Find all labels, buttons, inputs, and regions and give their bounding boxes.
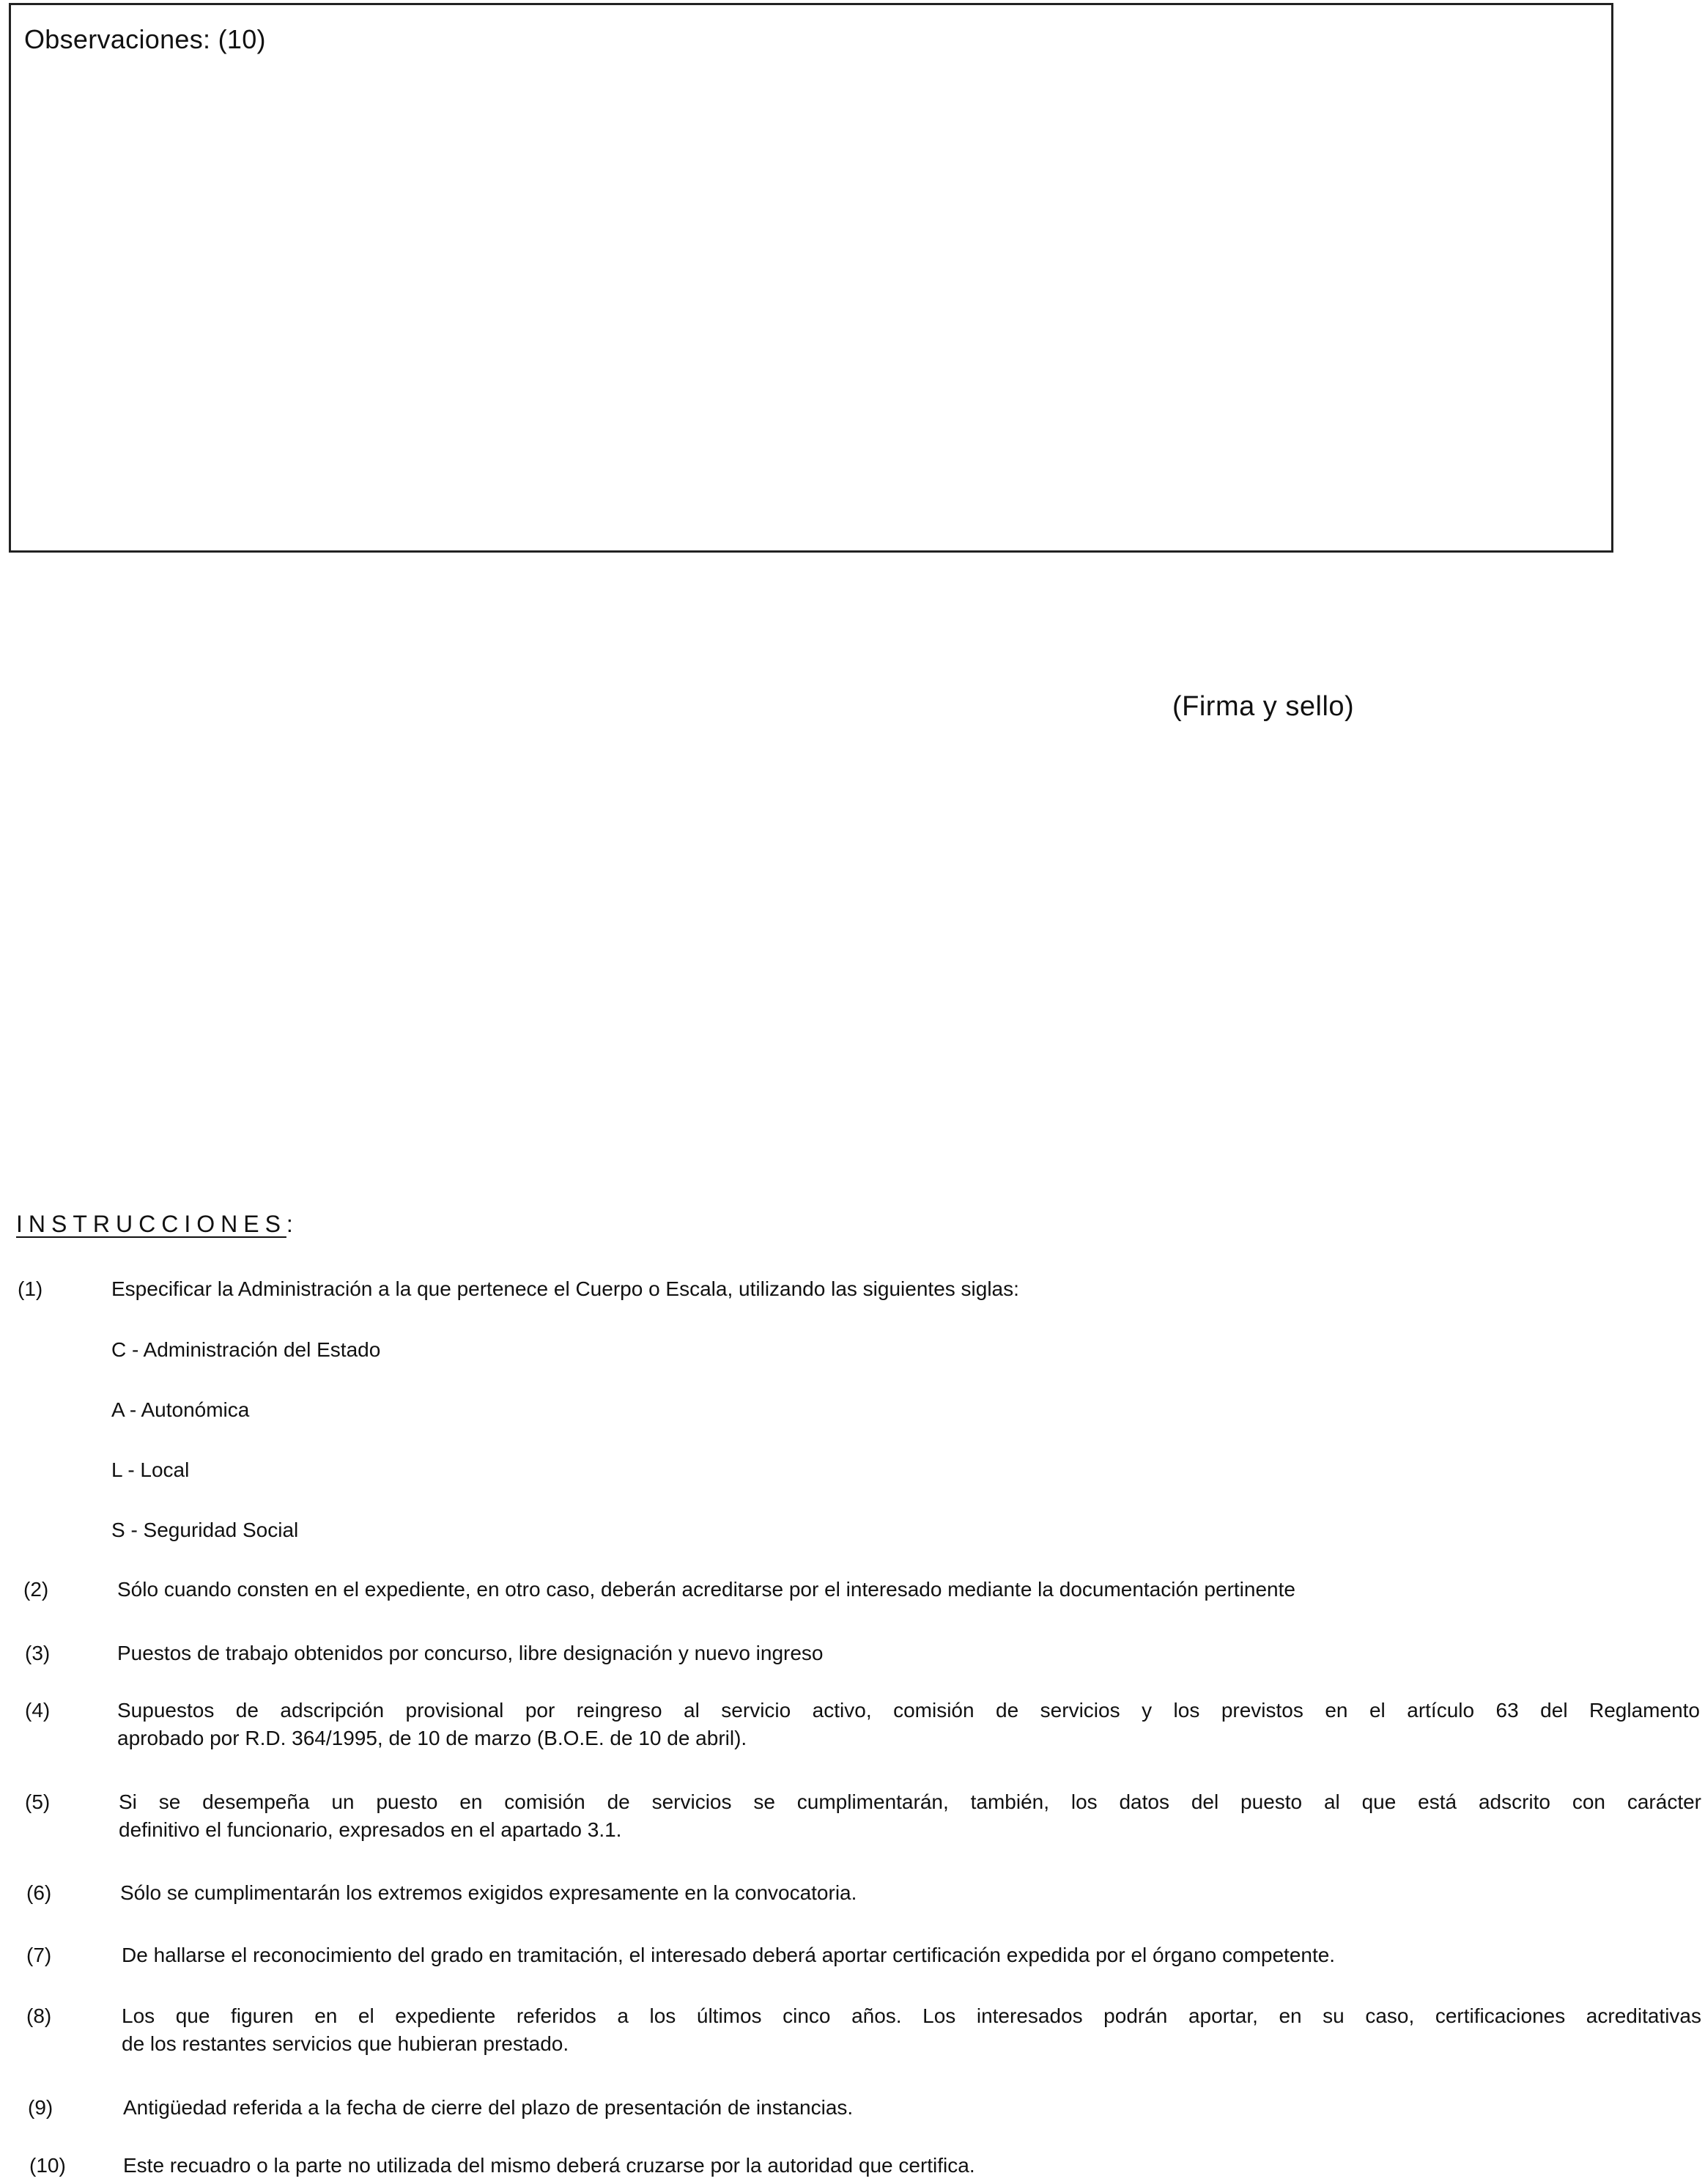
instruction-text-block (117, 1697, 1700, 1752)
instrucciones-title (16, 1211, 299, 1238)
instruction-number: (9) (28, 2096, 53, 2119)
instruction-text-line: de los restantes servicios que hubieran prestado. (122, 2032, 569, 2055)
instruction-number: (8) (26, 2004, 52, 2027)
instruction-number: (6) (26, 1881, 52, 1904)
instruction-number: (1) (18, 1277, 43, 1300)
instruction-text-line: Supuestos de adscripción provisional por reingreso al servicio activo, comisión de servicios y los previstos en el artículo 63 del Reglamento (117, 1699, 1700, 1722)
instruction-text: Este recuadro o la parte no utilizada del mismo deberá cruzarse por la autoridad que certifica. (123, 2154, 975, 2177)
instruction-text: Sólo cuando consten en el expediente, en otro caso, deberán acreditarse por el interesado mediante la documentación pertinente (117, 1578, 1295, 1601)
instruction-number: (5) (25, 1790, 51, 1813)
instruction-text-line: Los que figuren en el expediente referidos a los últimos cinco años. Los interesados podrán aportar, en su caso, certificaciones acreditativas (122, 2004, 1701, 2027)
observaciones-label: Observaciones: (10) (24, 24, 266, 54)
instruction-text: Especificar la Administración a la que pertenece el Cuerpo o Escala, utilizando las siguientes siglas: (111, 1277, 1019, 1300)
instruction-text-line: Si se desempeña un puesto en comisión de servicios se cumplimentarán, también, los datos del puesto al que está adscrito con carácter (119, 1790, 1701, 1813)
sigla-item: C - Administración del Estado (111, 1338, 381, 1361)
instruction-text-block (119, 1788, 1701, 1844)
instrucciones-title-colon: : (286, 1211, 299, 1237)
sigla-item: S - Seguridad Social (111, 1519, 299, 1541)
instruction-number: (4) (25, 1699, 51, 1722)
instruction-number: (3) (25, 1642, 51, 1664)
instruction-text-line: definitivo el funcionario, expresados en el apartado 3.1. (119, 1818, 622, 1841)
instruction-number: (2) (23, 1578, 49, 1601)
instruction-number: (10) (29, 2154, 66, 2177)
observaciones-box (9, 3, 1613, 553)
instrucciones-title-text: INSTRUCCIONES (16, 1211, 286, 1237)
instruction-text: De hallarse el reconocimiento del grado en tramitación, el interesado deberá aportar certificación expedida por el órgano competente. (122, 1944, 1336, 1966)
sigla-item: A - Autonómica (111, 1398, 250, 1421)
instruction-text: Sólo se cumplimentarán los extremos exigidos expresamente en la convocatoria. (120, 1881, 857, 1904)
instruction-text-block (122, 2002, 1701, 2058)
instruction-text-line: aprobado por R.D. 364/1995, de 10 de marzo (B.O.E. de 10 de abril). (117, 1727, 747, 1749)
instruction-text: Puestos de trabajo obtenidos por concurso, libre designación y nuevo ingreso (117, 1642, 824, 1664)
instruction-number: (7) (26, 1944, 52, 1966)
instruction-text: Antigüedad referida a la fecha de cierre del plazo de presentación de instancias. (123, 2096, 854, 2119)
firma-label: (Firma y sello) (1172, 691, 1355, 722)
sigla-item: L - Local (111, 1458, 190, 1481)
